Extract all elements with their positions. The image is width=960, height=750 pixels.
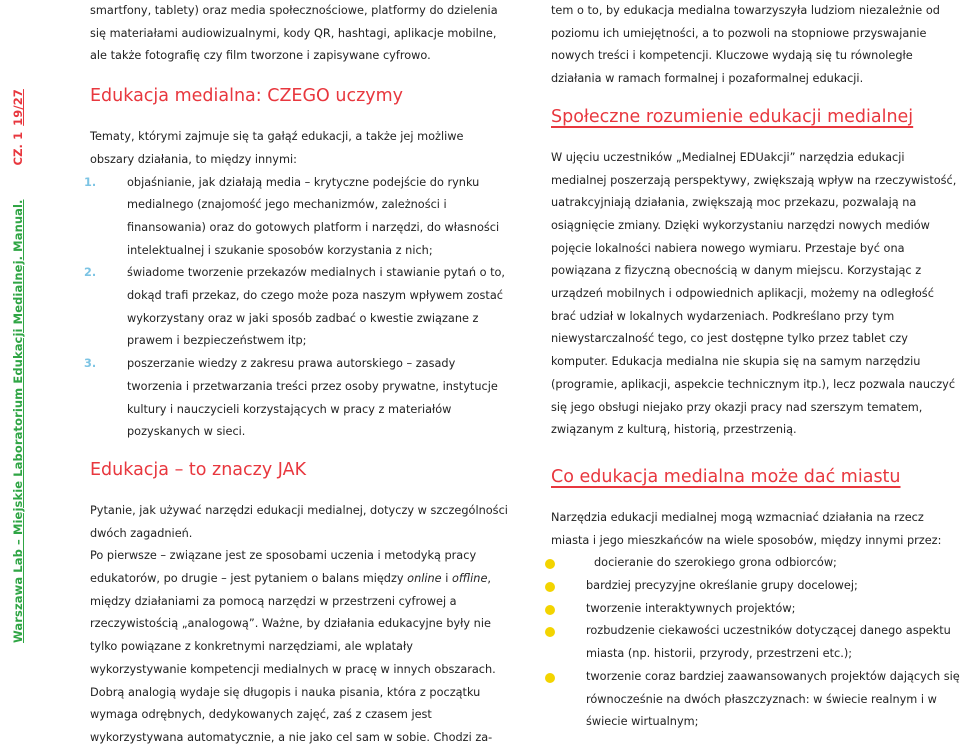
right-column [551,0,960,734]
list-number: 3. [84,357,97,371]
list-item [84,172,510,263]
topics-list [84,172,510,444]
list-number: 1. [84,175,97,189]
list-item [551,666,960,734]
method-text-b: i [441,572,452,586]
list-item-text: bardziej precyzyjne określanie grupy docelowej; [586,579,858,593]
heading-czego-uczymy: Edukacja medialna: CZEGO uczymy [90,86,404,107]
list-item [84,353,510,444]
list-item-text: świadome tworzenie przekazów medialnych i stawianie pytań o to, dokąd trafi przekaz, do czego może poza naszym wpływem zostać wykorzystany oraz w jaki sposób zadbać o kwestie związane z prawem i bezpieczeństwem itp; [127,266,506,348]
left-column [84,0,510,750]
list-item [551,620,960,665]
right-intro-paragraph: tem o to, by edukacja medialna towarzyszyła ludziom niezależnie od poziomu ich umiejętności, a to pozwoli na stopniowe przyswajanie nowych treści i kompetencji. Kluczowe wydają się tu równoległe działania w ramach formalnej i pozaformalnej edukacji. [551,4,940,86]
list-number: 2. [84,266,97,280]
social-paragraph: W ujęciu uczestników „Medialnej EDUakcji” narzędzia edukacji medialnej poszerzają perspektywy, zwiększają wpływ na rzeczywistość, uatrakcyjniają działania, zwiększają moc przekazu, pozwalają na osiągnięcie zmiany. Dzięki wykorzystaniu narzędzi nowych mediów pojęcie lokalności nabiera nowego wymiaru. Przestaje być ona powiązana z fizyczną obecnością w danym miejscu. Korzystając z urządzeń mobilnych i odpowiednich aplikacji, możemy na odległość brać udział w lokalnych wydarzeniach. Podkreślano przy tym niewystarczalność tego, co jest dostępne tylko przez tablet czy komputer. Edukacja medialna nie skupia się na samym narzędziu (programie, aplikacji, aspekcie technicznym itp.), lecz pozwala nauczyć się jego obsługi niejako przy okazji pracy nad szerszym tematem, związanym z kulturą, historią, przestrzenią. [551,150,957,437]
sidebar-text [11,89,25,643]
topics-intro-paragraph: Tematy, którymi zajmuje się ta gałąź edukacji, a także jej możliwe obszary działania, to między innymi: [90,130,464,166]
online-word: online [407,572,442,586]
list-item [551,575,960,598]
manual-title-link[interactable]: Warszawa Lab – Miejskie Laboratorium Edukacji Medialnej. Manual. [11,199,25,643]
heading-co-dac-miastu: Co edukacja medialna może dać miastu [551,466,901,487]
part-label: CZ. 1 [11,131,25,166]
left-intro-paragraph: smartfony, tablety) oraz media społecznościowe, platformy do dzielenia się materiałami audiowizualnymi, kody QR, hashtagi, aplikacje mobilne, ale także fotografię czy film tworzone i zapisywane cyfrowo. [90,4,498,63]
list-item-text: tworzenie coraz bardziej zaawansowanych projektów dających się równocześnie na dwóch płaszczyznach: w świecie realnym i w świecie wirtualnym; [586,669,960,729]
list-item-text: objaśnianie, jak działają media – krytyczne podejście do rynku medialnego (znajomość jego mechanizmów, zależności i finansowania) oraz do gotowych platform i narzędzi, do własności intelektualnej i szukanie sposobów korzystania z nich; [127,175,500,257]
bullet-dot-icon [545,627,555,637]
list-item [551,552,960,575]
city-intro-paragraph: Narzędzia edukacji medialnej mogą wzmacniać działania na rzecz miasta i jego mieszkańców na wiele sposobów, między innymi przez: [551,510,942,547]
list-item [84,262,510,353]
bullet-dot-icon [545,673,555,683]
list-item-text: tworzenie interaktywnych projektów; [586,601,796,615]
list-item-text: docieranie do szerokiego grona odbiorców; [594,556,837,570]
sidebar [0,0,30,647]
bullet-dot-icon [545,605,555,615]
list-item-text: poszerzanie wiedzy z zakresu prawa autorskiego – zasady tworzenia i przetwarzania treści przez osoby prywatne, instytucje kultury i nauczycieli korzystających w pracy z materiałów pozyskanych w sieci. [127,357,498,439]
bullet-dot-icon [545,582,555,592]
page-number[interactable]: 19/27 [11,89,25,126]
heading-jak: Edukacja – to znaczy JAK [90,459,307,480]
list-item [551,598,960,621]
method-paragraph [90,545,510,749]
method-text-a: Po pierwsze – związane jest ze sposobami uczenia i metodyką pracy edukatorów, po drugie – jest pytaniem o balans między [90,549,477,586]
heading-spoleczne-rozumienie: Społeczne rozumienie edukacji medialnej [551,106,914,127]
question-paragraph: Pytanie, jak używać narzędzi edukacji medialnej, dotyczy w szczególności dwóch zagadnień. [90,503,508,540]
bullet-dot-icon [545,559,555,569]
offline-word: offline [451,572,488,586]
method-text-c: , między działaniami za pomocą narzędzi w przestrzeni cyfrowej a rzeczywistością „analogową”. Ważne, by działania edukacyjne były nie tylko powiązane z konkretnymi narzędziami, ale wplatały wykorzystywanie kompetencji medialnych w pracę w innych obszarach. Dobrą analogią wydaje się długopis i nauka pisania, która z początku wymaga odrębnych, dedykowanych zajęć, zaś z czasem jest wykorzystywana automatycznie, a nie jako cel sam w sobie. Chodzi za- [90,572,496,744]
list-item-text: rozbudzenie ciekawości uczestników dotyczącej danego aspektu miasta (np. historii, przyrody, przestrzeni etc.); [586,624,951,661]
city-benefits-list [551,552,960,734]
